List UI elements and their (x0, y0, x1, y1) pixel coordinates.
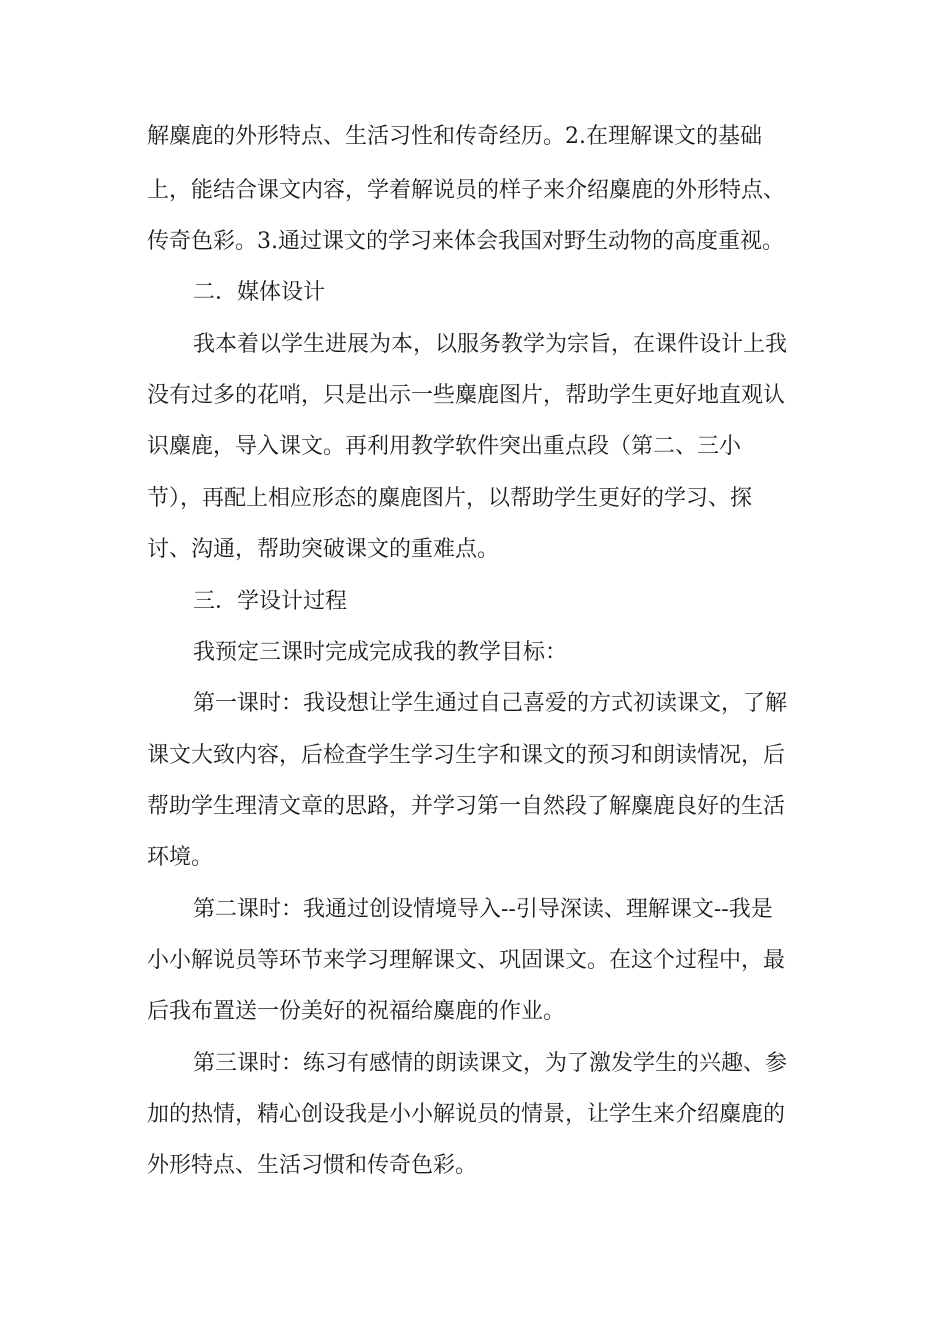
text-line: 加的热情，精心创设我是小小解说员的情景，让学生来介绍麋鹿的 (147, 1102, 786, 1127)
text-line: 环境。 (147, 845, 214, 870)
text-line: 节），再配上相应形态的麋鹿图片，以帮助学生更好的学习、探 (147, 486, 753, 511)
text-line: 上，能结合课文内容，学着解说员的样子来介绍麋鹿的外形特点、 (147, 178, 786, 203)
text-line: 课文大致内容，后检查学生学习生字和课文的预习和朗读情况，后 (147, 743, 786, 768)
text-line: 第二课时：我通过创设情境导入--引导深读、理解课文--我是 (193, 897, 773, 922)
text-line: 后我布置送一份美好的祝福给麋鹿的作业。 (147, 999, 566, 1024)
text-line: 传奇色彩。3.通过课文的学习来体会我国对野生动物的高度重视。 (147, 229, 784, 254)
text-line: 我预定三课时完成完成我的教学目标： (193, 640, 568, 665)
text-line: 我本着以学生进展为本，以服务教学为宗旨，在课件设计上我 (193, 332, 788, 357)
text-line: 外形特点、生活习惯和传奇色彩。 (147, 1153, 478, 1178)
text-line: 解麋鹿的外形特点、生活习性和传奇经历。2.在理解课文的基础 (147, 124, 762, 149)
text-line: 小小解说员等环节来学习理解课文、巩固课文。在这个过程中，最 (147, 948, 786, 973)
text-line: 帮助学生理清文章的思路，并学习第一自然段了解麋鹿良好的生活 (147, 794, 786, 819)
text-line: 识麋鹿，导入课文。再利用教学软件突出重点段（第二、三小 (147, 434, 742, 459)
text-line: 讨、沟通，帮助突破课文的重难点。 (147, 537, 500, 562)
text-line: 第一课时：我设想让学生通过自己喜爱的方式初读课文，了解 (193, 691, 788, 716)
section-heading-design-process: 三．学设计过程 (193, 589, 348, 614)
text-line: 第三课时：练习有感情的朗读课文，为了激发学生的兴趣、参 (193, 1051, 788, 1076)
section-heading-media-design: 二．媒体设计 (193, 280, 326, 305)
text-line: 没有过多的花哨，只是出示一些麋鹿图片，帮助学生更好地直观认 (147, 383, 786, 408)
